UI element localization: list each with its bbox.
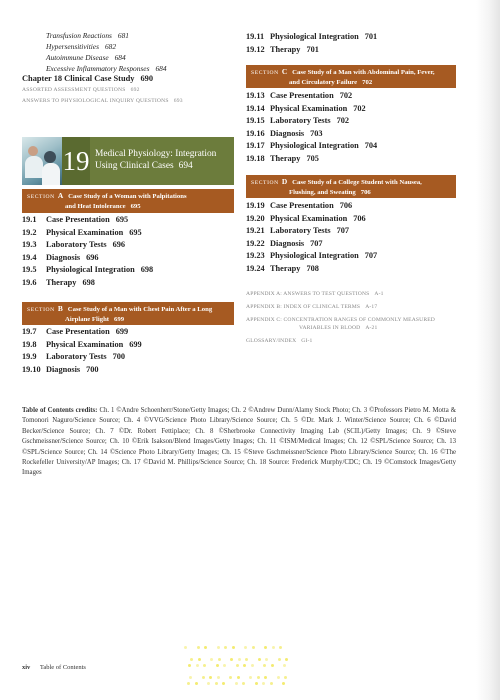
appendix-c-link[interactable]: APPENDIX C: CONCENTRATION RANGES OF COMMONLY MEASURED VARIABLES IN BLOOD A-21 [246,317,435,331]
decor-dot [285,658,288,661]
decor-dot [264,646,267,649]
decor-dot [215,682,218,685]
page-edge-shadow [476,0,500,700]
section-d-header[interactable]: SECTION D Case Study of a College Student with Nausea, Flushing, and Sweating 706 [246,175,456,198]
section-b-header[interactable]: SECTION B Case Study of a Man with Chest Pain After a Long Airplane Flight 699 [22,302,234,325]
list-item[interactable]: 19.8 Physical Examination 699 [22,339,142,349]
decor-dot [237,676,240,679]
decorative-dots [186,646,296,692]
section-d-list [246,199,456,275]
page-number: xiv [22,664,31,671]
page-footer [22,664,86,671]
list-item[interactable]: Transfusion Reactions 681 [46,31,129,40]
decor-dot [272,646,275,649]
decor-dot [278,658,281,661]
decor-dot [197,646,200,649]
decor-dot [282,682,285,685]
decor-dot [196,664,199,667]
decor-dot [284,676,287,679]
appendix-list [246,290,456,350]
decor-dot [217,646,220,649]
footer-label: Table of Contents [39,664,86,671]
list-item[interactable]: 19.7 Case Presentation 699 [22,327,129,336]
decor-dot [270,682,273,685]
decor-dot [210,658,213,661]
decor-dot [230,658,233,661]
list-item[interactable]: Hypersensitivities 682 [46,42,117,51]
decor-dot [209,676,212,679]
list-item[interactable]: 19.5 Physiological Integration 698 [22,265,154,275]
decor-dot [245,658,248,661]
list-item[interactable]: 19.11 Physiological Integration 701 [246,32,378,41]
assorted-questions-link[interactable]: ASSORTED ASSESSMENT QUESTIONS 692 [22,87,140,93]
section-b-continued [246,30,456,55]
list-item[interactable]: 19.12 Therapy 701 [246,44,319,54]
decor-dot [202,676,205,679]
decor-dot [283,664,286,667]
chapter-18-case-study[interactable]: Chapter 18 Clinical Case Study 690 [22,74,154,83]
decor-dot [232,646,235,649]
list-item[interactable]: 19.15 Laboratory Tests 702 [246,116,350,126]
glossary-index-link[interactable]: GLOSSARY/INDEX GI-1 [246,338,313,344]
decor-dot [189,676,192,679]
decor-dot [236,664,239,667]
decor-dot [188,664,191,667]
list-item[interactable]: Autoimmune Disease 684 [46,53,126,62]
decor-dot [262,682,265,685]
decor-dot [258,658,261,661]
decor-dot [218,658,221,661]
section-c-list [246,89,456,165]
decor-dot [257,676,260,679]
decor-dot [252,646,255,649]
list-item[interactable]: 19.3 Laboratory Tests 696 [22,240,126,250]
answers-questions-link[interactable]: ANSWERS TO PHYSIOLOGICAL INQUIRY QUESTIONS 693 [22,98,183,104]
decor-dot [184,646,187,649]
decor-dot [216,664,219,667]
list-item[interactable]: 19.19 Case Presentation 706 [246,201,353,210]
list-item[interactable]: 19.2 Physical Examination 695 [22,227,142,237]
decor-dot [263,664,266,667]
decor-dot [242,682,245,685]
decor-dot [195,682,198,685]
decor-dot [198,658,201,661]
decor-dot [222,682,225,685]
list-item[interactable]: 19.17 Physiological Integration 704 [246,141,378,151]
list-item[interactable]: Excessive Inflammatory Responses 684 [46,64,167,73]
list-item[interactable]: 19.13 Case Presentation 702 [246,91,353,100]
decor-dot [238,658,241,661]
list-item[interactable]: 19.20 Physical Examination 706 [246,213,366,223]
section-b-list [22,325,234,375]
appendix-b-link[interactable]: APPENDIX B: INDEX OF CLINICAL TERMS A-17 [246,304,378,310]
list-item[interactable]: 19.9 Laboratory Tests 700 [22,352,126,362]
list-item[interactable]: 19.14 Physical Examination 702 [246,103,366,113]
section-a-header[interactable]: SECTION A Case Study of a Woman with Palpitations and Heat Intolerance 695 [22,189,234,213]
decor-dot [249,676,252,679]
credits-heading: Table of Contents credits: [22,407,98,414]
list-item[interactable]: 19.18 Therapy 705 [246,153,319,163]
decor-dot [264,676,267,679]
decor-dot [224,646,227,649]
decor-dot [217,676,220,679]
decor-dot [243,664,246,667]
list-item[interactable]: 19.22 Diagnosis 707 [246,238,323,248]
decor-dot [279,646,282,649]
decor-dot [204,646,207,649]
list-item[interactable]: 19.21 Laboratory Tests 707 [246,226,350,236]
decor-dot [235,682,238,685]
decor-dot [190,658,193,661]
decor-dot [251,664,254,667]
list-item[interactable]: 19.6 Therapy 698 [22,277,95,287]
credits-body: Ch. 1 ©Andre Schoenherr/Stone/Getty Images; Ch. 2 ©Andrew Dunn/Alamy Stock Photo; Ch. 3 ©Professors Pietro M. Motta & Tomonori Naguro/Science Source; Ch. 4 ©VVG/Science Photo Library/Science Source; Ch. 5 ©Dr. Mark J. Winter/Science Source; Ch. 6 ©David Becker/Science Source; Ch. 7 ©Dr. Robert Fettiplace; Ch. 8 ©Sherbrooke Connectivity Imaging Lab (SCIL)/Getty Images; Ch. 9 ©Steve Gschmeissner/Science Source; Ch. 10 ©Erik Isakson/Blend Images/Getty Images; Ch. 11 ©ISM/Medical Images; Ch. 12 ©SPL/Science Source; Ch. 13 ©SPL/Science Source; Ch. 14 ©Science Photo Library/Getty Images; Ch. 15 ©Steve Gschmeissner/Science Photo Library/Science Source; Ch. 16 ©The Rockefeller University/AP Images; Ch. 17 ©David M. Phillips/Science Source; Ch. 18 Source: Frederick Murphy/CDC; Ch. 19 ©Comstock Images/Getty Images [22,407,457,477]
list-item[interactable]: 19.4 Diagnosis 696 [22,252,99,262]
decor-dot [244,646,247,649]
chapter-19-banner[interactable] [22,137,234,185]
list-item[interactable]: 19.16 Diagnosis 703 [246,128,323,138]
decor-dot [265,658,268,661]
decor-dot [223,664,226,667]
section-c-header[interactable]: SECTION C Case Study of a Man with Abdominal Pain, Fever, and Circulatory Failure 702 [246,65,456,88]
list-item[interactable]: 19.24 Therapy 708 [246,263,319,273]
chapter-photo [22,137,62,185]
list-item[interactable]: 19.23 Physiological Integration 707 [246,251,378,261]
decor-dot [203,664,206,667]
decor-dot [229,676,232,679]
list-item[interactable]: 19.1 Case Presentation 695 [22,215,129,224]
decor-dot [277,676,280,679]
section-a-list [22,213,234,289]
decor-dot [255,682,258,685]
decor-dot [207,682,210,685]
ch18-subitems [22,29,167,73]
toc-credits [22,406,456,479]
appendix-a-link[interactable]: APPENDIX A: ANSWERS TO TEST QUESTIONS A-1 [246,291,384,297]
list-item[interactable]: 19.10 Diagnosis 700 [22,364,99,374]
chapter-title: Medical Physiology: Integration Using Clinical Cases 694 [95,149,217,171]
decor-dot [187,682,190,685]
decor-dot [271,664,274,667]
chapter-number: 19 [62,137,90,185]
